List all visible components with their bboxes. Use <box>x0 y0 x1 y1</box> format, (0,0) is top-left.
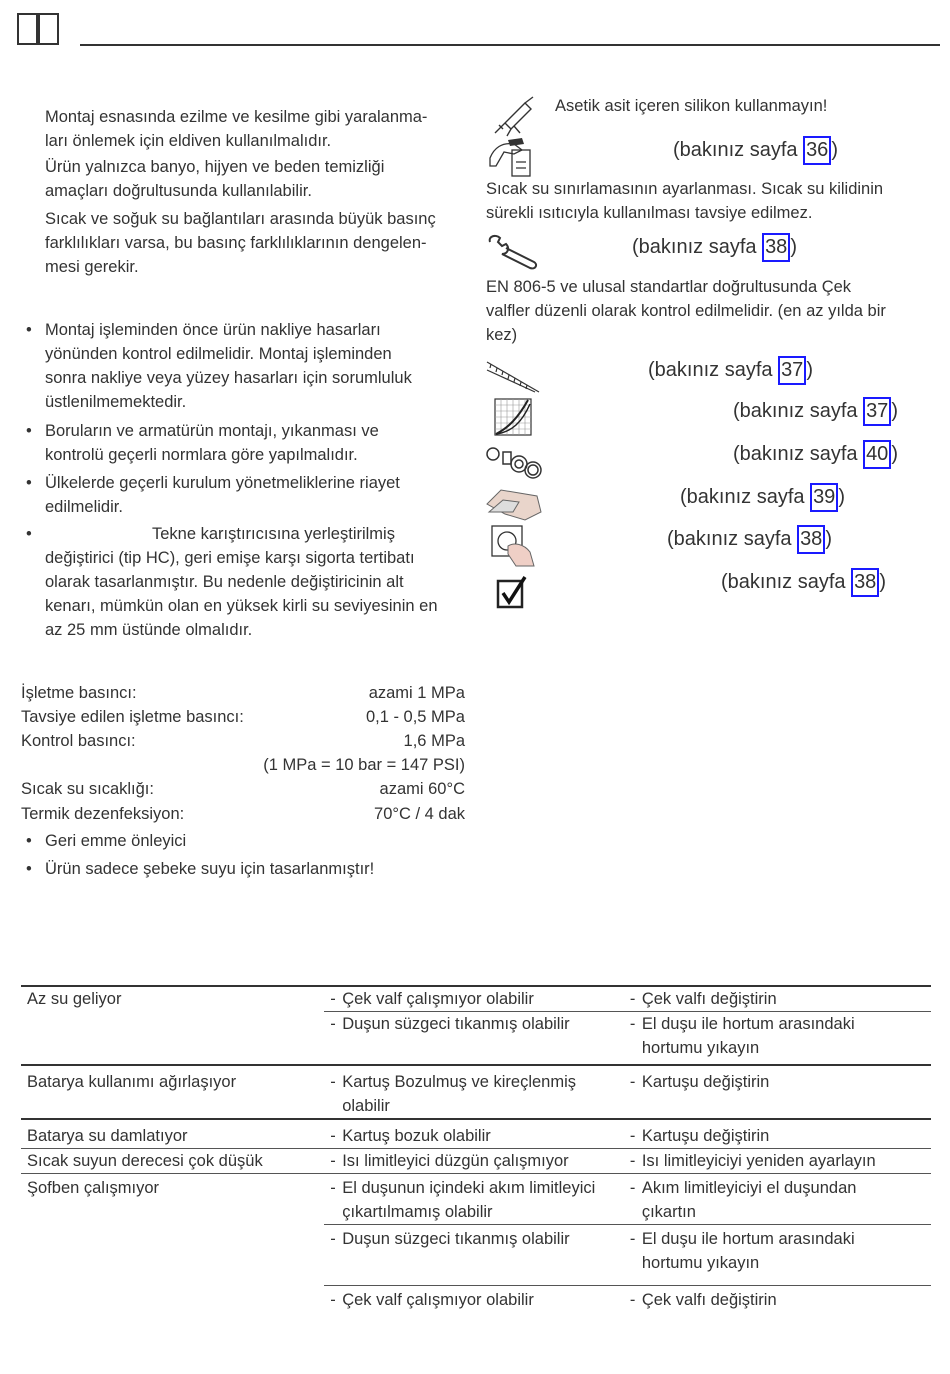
problem-text: Batarya kullanımı ağırlaşıyor <box>27 1073 237 1091</box>
problem-cell <box>21 986 324 1065</box>
text-line: EN 806-5 ve ulusal standartlar doğrultusunda Çek <box>486 278 852 296</box>
dimensions-ruler-icon <box>485 356 541 394</box>
remedy-cell <box>624 986 931 1012</box>
check-valve-note <box>486 275 936 347</box>
dash: - <box>629 1230 636 1248</box>
dash: - <box>629 1127 636 1145</box>
ref-prefix: (bakınız sayfa <box>680 486 811 508</box>
remedy-text: hortumu yıkayın <box>641 1039 760 1057</box>
problem-text: Az su geliyor <box>27 990 122 1008</box>
page-link[interactable]: 39 <box>810 483 838 512</box>
table-row <box>21 1065 931 1119</box>
cause-text: çıkartılmamış olabilir <box>342 1203 493 1221</box>
remedy-text: El duşu ile hortum arasındaki <box>641 1015 855 1033</box>
dash: - <box>330 1291 336 1309</box>
bullet-marker: • <box>26 860 32 878</box>
text-line: edilmelidir. <box>45 498 123 516</box>
silicone-note: Asetik asit içeren silikon kullanmayın! <box>555 97 828 115</box>
thermostat-hand-icon <box>488 136 534 178</box>
dash: - <box>629 1291 636 1309</box>
page-link[interactable]: 38 <box>851 568 879 597</box>
cause-cell <box>324 1012 624 1066</box>
page-link[interactable]: 38 <box>797 525 825 554</box>
page-reference <box>648 356 813 385</box>
spec-bullet <box>26 857 465 881</box>
spec-value: 1,6 MPa <box>403 732 465 750</box>
text-line: farklılıkları varsa, bu basınç farklılıklarının dengelen- <box>45 234 427 252</box>
ref-suffix: ) <box>891 443 898 465</box>
remedy-cell <box>624 1225 931 1286</box>
spec-value: azami 60°C <box>379 780 465 798</box>
page-reference <box>733 397 898 426</box>
cause-cell <box>324 1225 624 1286</box>
cause-text: Isı limitleyici düzgün çalışmıyor <box>342 1152 569 1170</box>
bullet-marker: • <box>26 474 32 492</box>
remedy-cell <box>624 1286 931 1313</box>
cause-text: Duşun süzgeci tıkanmış olabilir <box>342 1015 570 1033</box>
wrench-icon <box>486 234 542 272</box>
bullet-item <box>26 471 465 519</box>
text-line: Ürün yalnızca banyo, hijyen ve beden temizliği <box>45 158 385 176</box>
problem-text: Sıcak suyun derecesi çok düşük <box>27 1152 263 1170</box>
text-line: kenarı, mümkün olan en yüksek kirli su seviyesinin en <box>45 597 438 615</box>
ref-suffix: ) <box>831 139 838 161</box>
text-line: Sıcak su sınırlamasının ayarlanması. Sıcak su kilidinin <box>486 180 884 198</box>
text-line: az 25 mm üstünde olmalıdır. <box>45 621 253 639</box>
spec-label: İşletme basıncı: <box>21 684 137 702</box>
cleaning-hand-icon <box>485 484 543 522</box>
cause-text: olabilir <box>342 1097 390 1115</box>
bullet-marker: • <box>26 321 32 339</box>
remedy-text: çıkartın <box>641 1203 696 1221</box>
page-link[interactable]: 36 <box>803 136 831 165</box>
text-line: kontrolü geçerli normlara göre yapılmalıdır. <box>45 446 358 464</box>
problem-cell <box>21 1065 324 1119</box>
text-line: Boruların ve armatürün montajı, yıkanması ve <box>45 422 379 440</box>
spec-row <box>21 777 465 801</box>
cause-cell <box>324 1119 624 1149</box>
table-row <box>21 1149 931 1174</box>
remedy-cell <box>624 1119 931 1149</box>
cause-text: Çek valf çalışmıyor olabilir <box>342 990 534 1008</box>
dash: - <box>330 1015 336 1033</box>
handle-operation-icon <box>490 524 536 568</box>
ref-suffix: ) <box>806 359 813 381</box>
spec-label: Kontrol basıncı: <box>21 732 136 750</box>
page-reference <box>721 568 886 597</box>
text-line: Montaj işleminden önce ürün nakliye hasarları <box>45 321 381 339</box>
dash: - <box>330 1230 336 1248</box>
dash: - <box>629 1152 636 1170</box>
ref-suffix: ) <box>838 486 845 508</box>
flow-diagram-icon <box>494 398 532 436</box>
spec-value: 0,1 - 0,5 MPa <box>365 708 465 726</box>
spec-row <box>21 705 465 729</box>
text-line: Ürün sadece şebeke suyu için tasarlanmıştır! <box>45 860 375 878</box>
text-line: Sıcak ve soğuk su bağlantıları arasında büyük basınç <box>45 210 436 228</box>
ref-suffix: ) <box>891 400 898 422</box>
remedy-text: Çek valfı değiştirin <box>641 990 777 1008</box>
dash: - <box>629 1015 636 1033</box>
text-line: sürekli ısıtıcıyla kullanılması tavsiye edilmez. <box>486 204 813 222</box>
intro-paragraph-1 <box>45 105 465 153</box>
text-line: amaçları doğrultusunda kullanılabilir. <box>45 182 312 200</box>
page-link[interactable]: 40 <box>863 440 891 469</box>
text-line: ları önlemek için eldiven kullanılmalıdır. <box>45 132 332 150</box>
dash: - <box>330 1152 336 1170</box>
remedy-text: Çek valfı değiştirin <box>641 1291 777 1309</box>
spec-row <box>21 681 465 705</box>
dash: - <box>330 1179 336 1197</box>
text-line: olarak tasarlanmıştır. Bu nedenle değiştiricinin alt <box>45 573 404 591</box>
page-reference <box>667 525 832 554</box>
table-row <box>21 1174 931 1225</box>
spec-label: Sıcak su sıcaklığı: <box>21 780 154 798</box>
text-line: valfler düzenli olarak kontrol edilmelidir. (en az yılda bir <box>486 302 886 320</box>
text-line: mesi gerekir. <box>45 258 139 276</box>
page-link[interactable]: 37 <box>863 397 891 426</box>
cause-cell <box>324 1149 624 1174</box>
checkbox-icon <box>496 575 528 609</box>
text-line: sonra nakliye veya yüzey hasarları için sorumluluk <box>45 369 412 387</box>
page-link[interactable]: 37 <box>778 356 806 385</box>
text-line: Geri emme önleyici <box>45 832 187 850</box>
silicone-gun-icon <box>491 95 539 137</box>
ref-suffix: ) <box>879 571 886 593</box>
page-link[interactable]: 38 <box>762 233 790 262</box>
text-line: Montaj esnasında ezilme ve kesilme gibi yaralanma- <box>45 108 428 126</box>
spec-row <box>21 729 465 753</box>
bullet-item <box>26 522 465 642</box>
ref-prefix: (bakınız sayfa <box>733 443 864 465</box>
cause-text: Çek valf çalışmıyor olabilir <box>342 1291 534 1309</box>
book-icon <box>17 11 59 45</box>
text-line: Tekne karıştırıcısına yerleştirilmiş <box>152 525 395 543</box>
bullet-marker: • <box>26 422 32 440</box>
page-reference <box>680 483 845 512</box>
text-line: Ülkelerde geçerli kurulum yönetmeliklerine riayet <box>45 474 400 492</box>
text-line: kez) <box>486 326 518 344</box>
remedy-text: Isı limitleyiciyi yeniden ayarlayın <box>641 1152 876 1170</box>
page-reference <box>733 440 898 469</box>
troubleshooting-table <box>21 985 931 1312</box>
cause-text: El duşunun içindeki akım limitleyici <box>342 1179 596 1197</box>
spec-value: 70°C / 4 dak <box>374 805 465 823</box>
bullet-item <box>26 419 465 467</box>
cause-cell <box>324 1286 624 1313</box>
text-line: yönünden kontrol edilmelidir. Montaj işleminden <box>45 345 392 363</box>
page-reference <box>673 136 838 165</box>
remedy-text: El duşu ile hortum arasındaki <box>641 1230 855 1248</box>
problem-text: Şofben çalışmıyor <box>27 1179 160 1197</box>
spare-parts-icon <box>485 444 543 482</box>
problem-cell <box>21 1174 324 1313</box>
intro-paragraph-3 <box>45 207 465 279</box>
spec-label: Termik dezenfeksiyon: <box>21 805 185 823</box>
ref-prefix: (bakınız sayfa <box>648 359 779 381</box>
ref-prefix: (bakınız sayfa <box>673 139 804 161</box>
ref-suffix: ) <box>825 528 832 550</box>
dash: - <box>330 1127 336 1145</box>
table-row <box>21 1119 931 1149</box>
spec-value: (1 MPa = 10 bar = 147 PSI) <box>263 756 465 774</box>
bullet-marker: • <box>26 525 32 543</box>
remedy-text: Kartuşu değiştirin <box>641 1073 770 1091</box>
cause-text: Kartuş bozuk olabilir <box>342 1127 491 1145</box>
problem-text: Batarya su damlatıyor <box>27 1127 188 1145</box>
table-row <box>21 986 931 1012</box>
spec-value: azami 1 MPa <box>368 684 465 702</box>
header-rule <box>80 44 940 46</box>
remedy-cell <box>624 1012 931 1066</box>
ref-suffix: ) <box>790 236 797 258</box>
cause-text: Kartuş Bozulmuş ve kireçlenmiş <box>342 1073 577 1091</box>
ref-prefix: (bakınız sayfa <box>632 236 763 258</box>
intro-paragraph-2 <box>45 155 465 203</box>
cause-cell <box>324 1065 624 1119</box>
ref-prefix: (bakınız sayfa <box>733 400 864 422</box>
spec-row <box>21 802 465 826</box>
hot-water-note <box>486 177 936 225</box>
spec-bullet <box>26 829 465 853</box>
text-line: değiştirici (tip HC), geri emişe karşı sigorta tertibatı <box>45 549 415 567</box>
problem-cell <box>21 1119 324 1149</box>
bullet-marker: • <box>26 832 32 850</box>
text-line: üstlenilmemektedir. <box>45 393 187 411</box>
cause-text: Duşun süzgeci tıkanmış olabilir <box>342 1230 570 1248</box>
cause-cell <box>324 986 624 1012</box>
spec-label: Tavsiye edilen işletme basıncı: <box>21 708 244 726</box>
problem-cell <box>21 1149 324 1174</box>
remedy-cell <box>624 1149 931 1174</box>
ref-prefix: (bakınız sayfa <box>667 528 798 550</box>
bullet-item <box>26 318 465 414</box>
dash: - <box>629 1179 636 1197</box>
remedy-text: Kartuşu değiştirin <box>641 1127 770 1145</box>
remedy-text: Akım limitleyiciyi el duşundan <box>641 1179 857 1197</box>
remedy-cell <box>624 1065 931 1119</box>
ref-prefix: (bakınız sayfa <box>721 571 852 593</box>
page-reference <box>632 233 797 262</box>
remedy-cell <box>624 1174 931 1225</box>
dash: - <box>629 1073 636 1091</box>
dash: - <box>629 990 636 1008</box>
remedy-text: hortumu yıkayın <box>641 1254 760 1272</box>
cause-cell <box>324 1174 624 1225</box>
dash: - <box>330 1073 336 1091</box>
dash: - <box>330 990 336 1008</box>
